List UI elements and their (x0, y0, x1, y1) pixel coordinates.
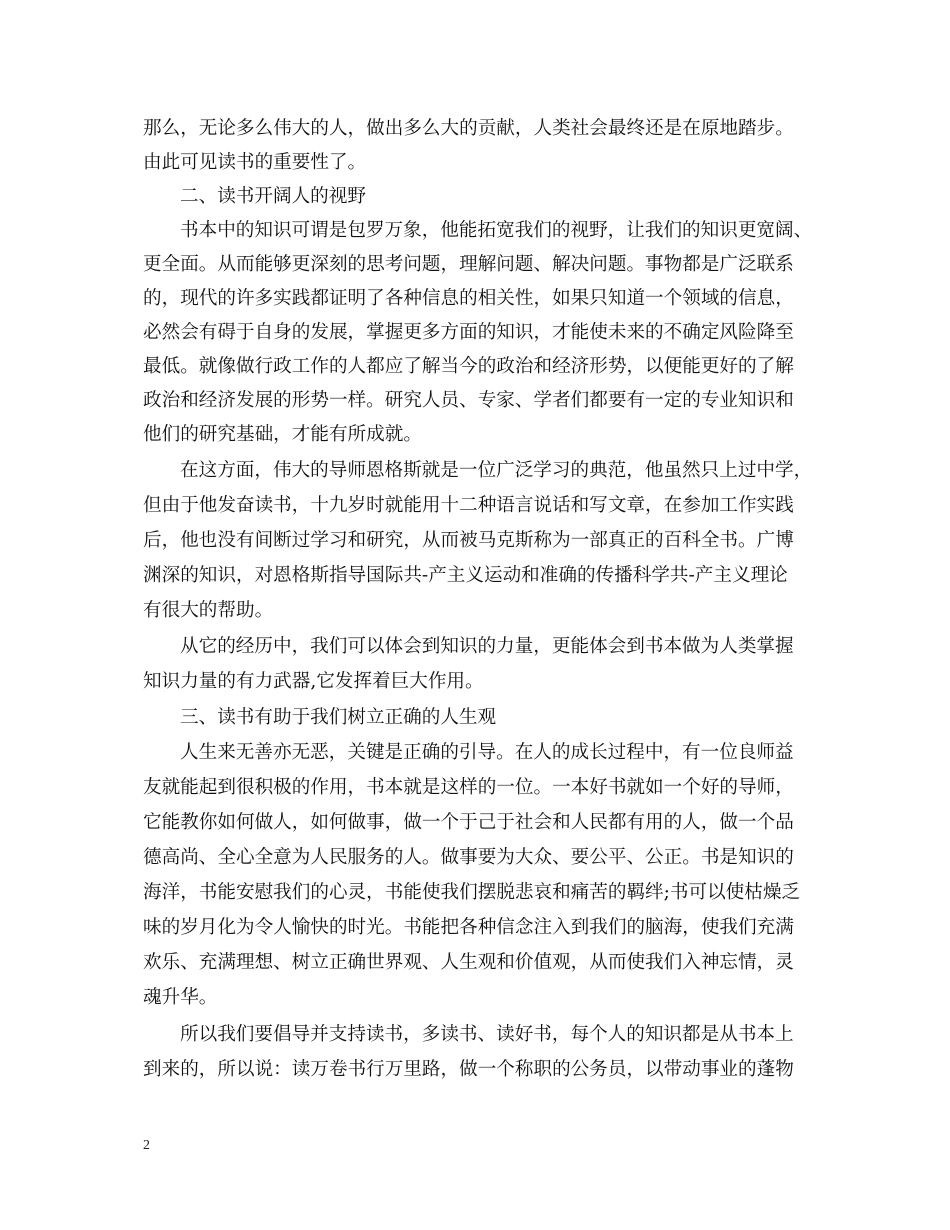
text-line: 海洋，书能安慰我们的心灵，书能使我们摆脱悲哀和痛苦的羁绊;书可以使枯燥乏 (143, 882, 801, 903)
text-line: 到来的，所以说：读万卷书行万里路，做一个称职的公务员，以带动事业的蓬物 (143, 1059, 794, 1080)
text-line: 最低。就像做行政工作的人都应了解当今的政治和经济形势，以便能更好的了解 (143, 356, 794, 377)
text-line: 的，现代的许多实践都证明了各种信息的相关性，如果只知道一个领域的信息， (143, 288, 794, 309)
text-line: 由此可见读书的重要性了。 (143, 152, 367, 173)
text-line: 人生来无善亦无恶，关键是正确的引导。在人的成长过程中，有一位良师益 (180, 742, 794, 763)
text-line: 他们的研究基础，才能有所成就。 (143, 424, 422, 445)
text-line: 但由于他发奋读书，十九岁时就能用十二种语言说话和写文章，在参加工作实践 (143, 495, 794, 516)
text-line: 所以我们要倡导并支持读书，多读书、读好书，每个人的知识都是从书本上 (180, 1024, 794, 1045)
text-line: 它能教你如何做人，如何做事，做一个于己于社会和人民都有用的人，做一个品 (143, 812, 794, 833)
text-line: 味的岁月化为令人愉快的时光。书能把各种信念注入到我们的脑海，使我们充满 (143, 917, 794, 938)
text-line: 友就能起到很积极的作用，书本就是这样的一位。一本好书就如一个好的导师， (143, 777, 794, 798)
page-number: 2 (143, 1138, 150, 1153)
text-line: 三、读书有助于我们树立正确的人生观 (180, 707, 497, 728)
text-line: 更全面。从而能够更深刻的思考问题，理解问题、解决问题。事物都是广泛联系 (143, 254, 794, 275)
text-line: 从它的经历中，我们可以体会到知识的力量，更能体会到书本做为人类掌握 (180, 636, 794, 657)
text-line: 在这方面，伟大的导师恩格斯就是一位广泛学习的典范，他虽然只上过中学， (180, 460, 813, 481)
text-line: 德高尚、全心全意为人民服务的人。做事要为大众、要公平、公正。书是知识的 (143, 847, 794, 868)
text-line: 知识力量的有力武器,它发挥着巨大作用。 (143, 671, 484, 692)
text-line: 后，他也没有间断过学习和研究，从而被马克斯称为一部真正的百科全书。广博 (143, 530, 794, 551)
text-line: 政治和经济发展的形势一样。研究人员、专家、学者们都要有一定的专业知识和 (143, 390, 794, 411)
text-line: 必然会有碍于自身的发展，掌握更多方面的知识，才能使未来的不确定风险降至 (143, 322, 794, 343)
text-line: 书本中的知识可谓是包罗万象，他能拓宽我们的视野，让我们的知识更宽阔、 (180, 220, 813, 241)
text-line: 渊深的知识，对恩格斯指导国际共-产主义运动和准确的传播科学共-产主义理论 (143, 565, 788, 586)
text-line: 有很大的帮助。 (143, 600, 274, 621)
text-line: 欢乐、充满理想、树立正确世界观、人生观和价值观，从而使我们入神忘情，灵 (143, 952, 794, 973)
text-line: 魂升华。 (143, 987, 218, 1008)
text-line: 二、读书开阔人的视野 (180, 186, 366, 207)
text-line: 那么，无论多么伟大的人，做出多么大的贡献，人类社会最终还是在原地踏步。 (143, 118, 794, 139)
